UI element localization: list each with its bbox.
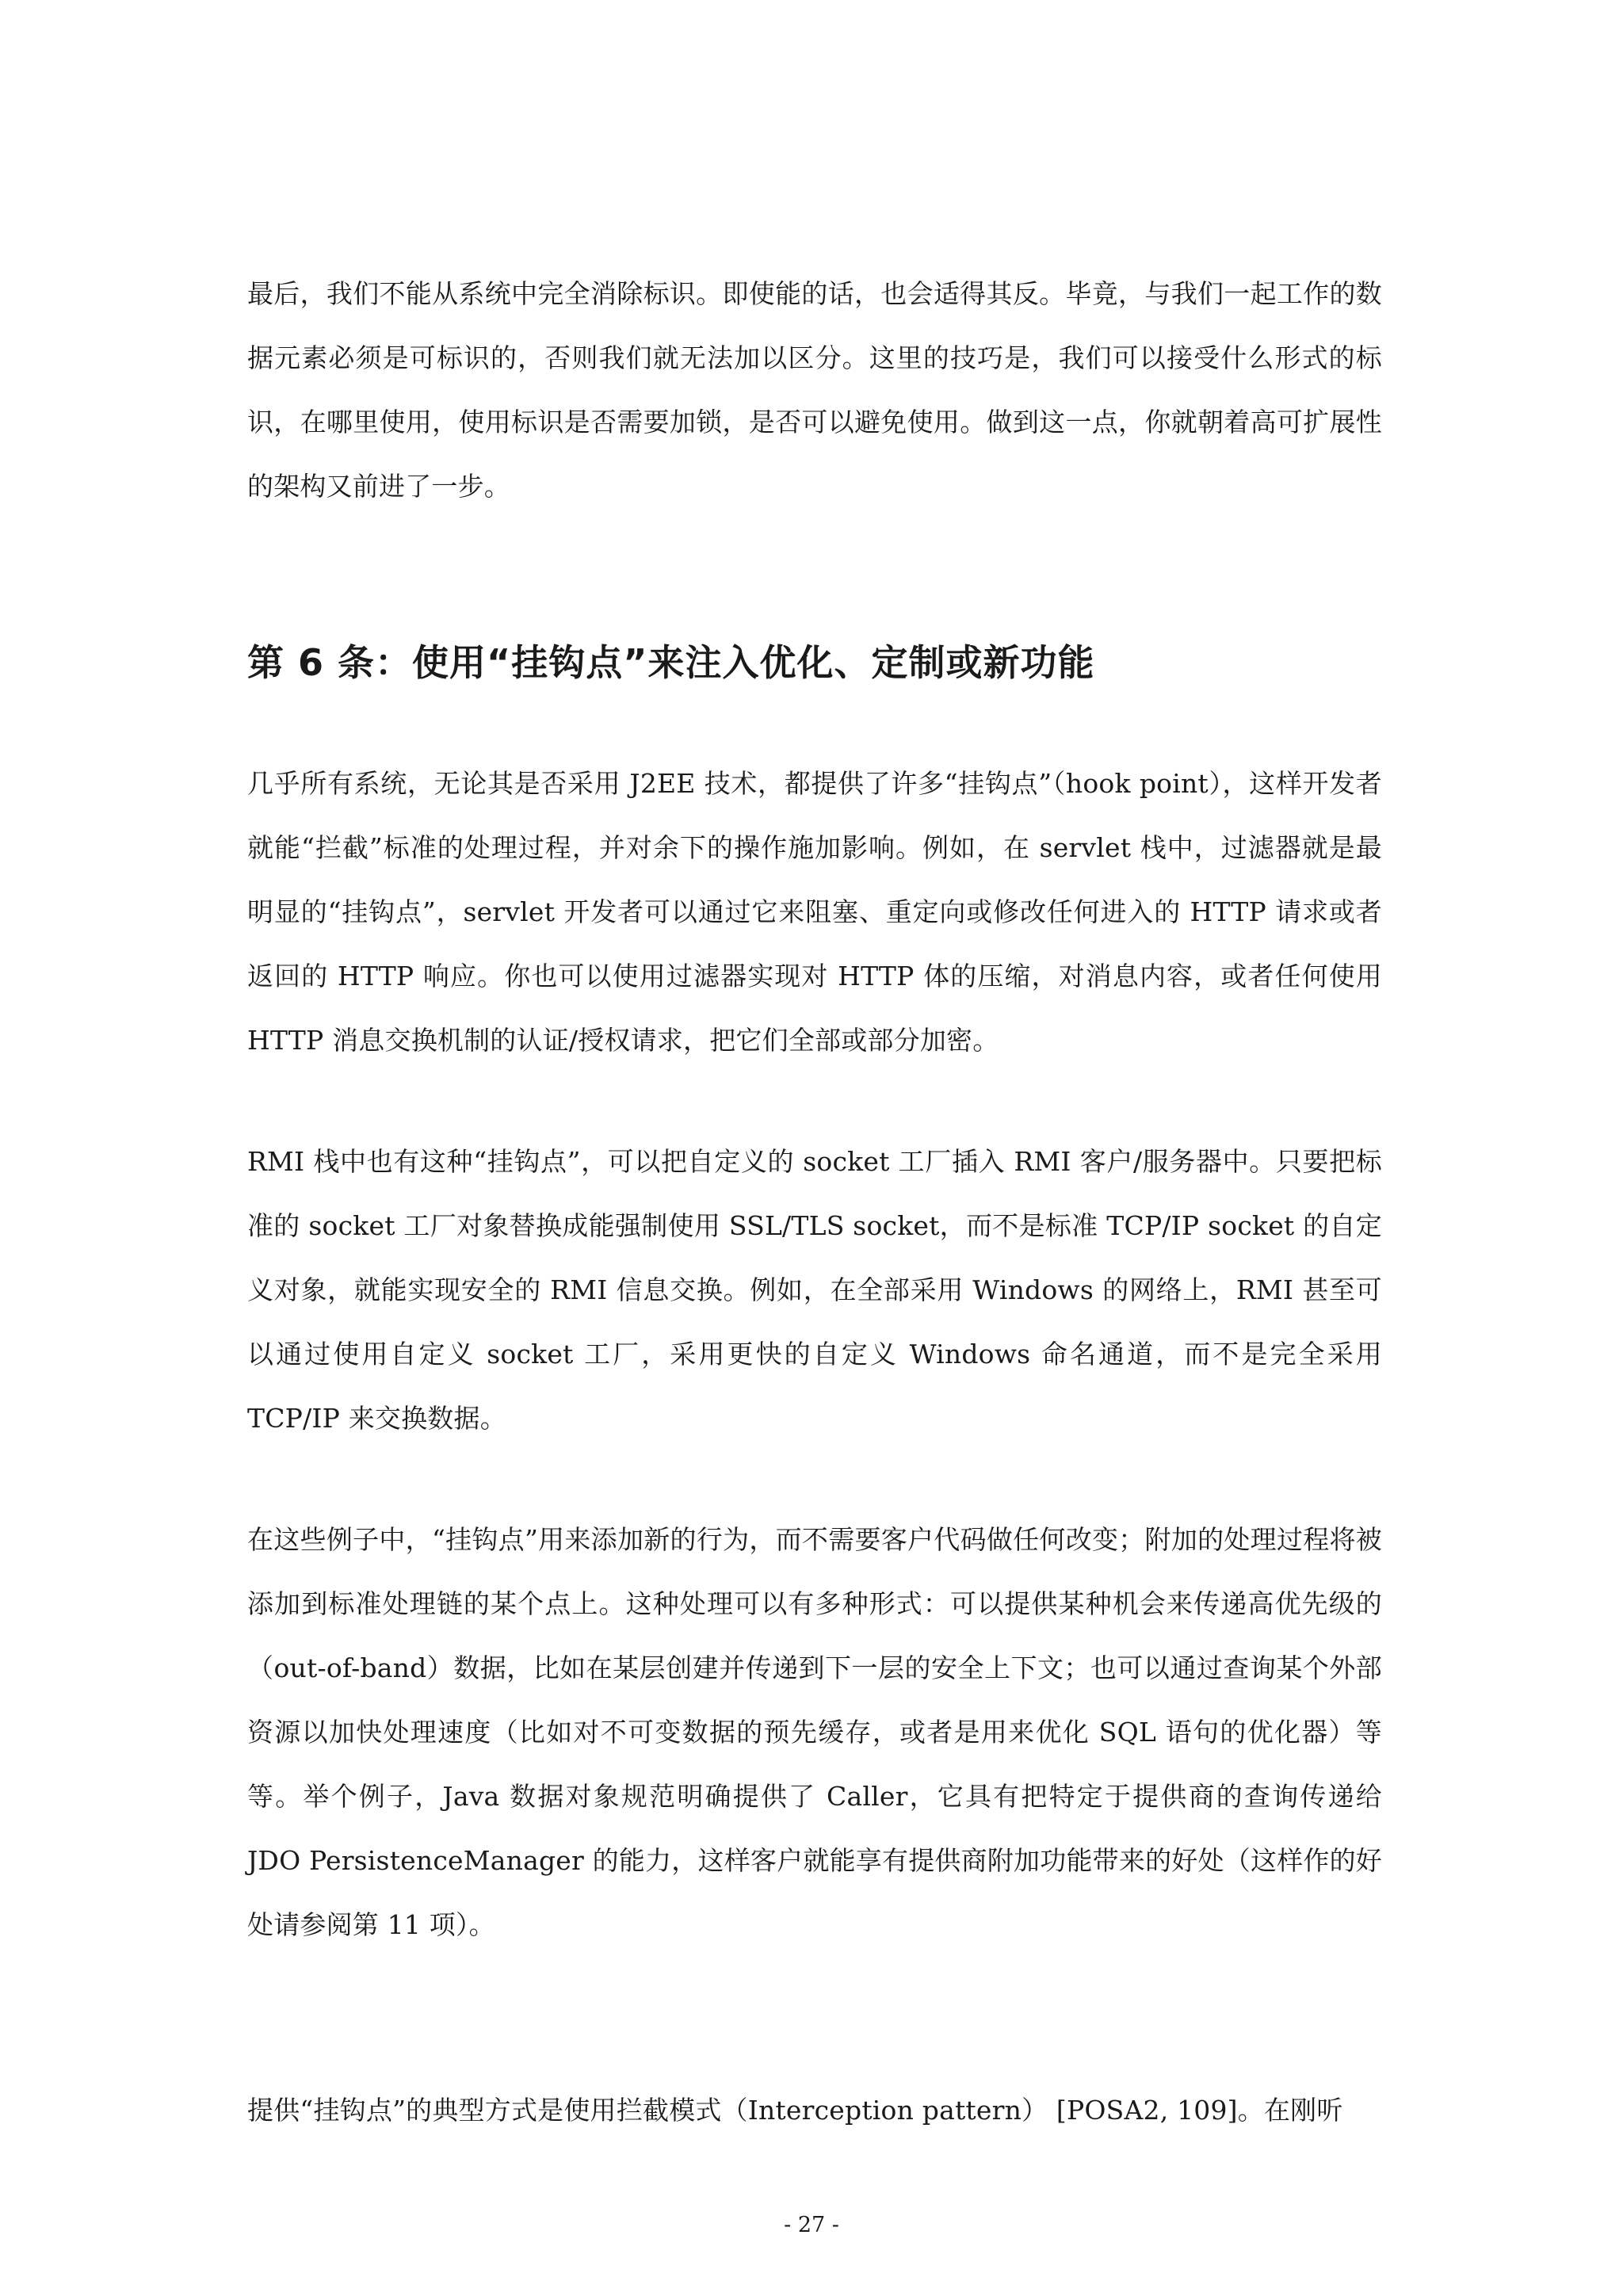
page-number: - 27 -: [784, 2213, 839, 2237]
paragraph-interception-pattern: 提供“挂钩点”的典型方式是使用拦截模式（Interception pattern） [POSA2, 109]。在刚听: [247, 2095, 1343, 2126]
paragraph-examples: 在这些例子中，“挂钩点”用来添加新的行为，而不需要客户代码做任何改变；附加的处理过程将被添加到标准处理链的某个点上。这种处理可以有多种形式：可以提供某种机会来传递高优先级的（out-of-band）数据，比如在某层创建并传递到下一层的安全上下文；也可以通过查询某个外部资源以加快处理速度（比如对不可变数据的预先缓存，或者是用来优化 SQL 语句的优化器）等等。举个例子，Java 数据对象规范明确提供了 Caller，它具有把特定于提供商的查询传递给 JDO PersistenceManager 的能力，这样客户就能享有提供商附加功能带来的好处（这样作的好处请参阅第 11 项）。: [247, 1524, 1382, 1940]
paragraph-hook-points-servlet: 几乎所有系统，无论其是否采用 J2EE 技术，都提供了许多“挂钩点”（hook point），这样开发者就能“拦截”标准的处理过程，并对余下的操作施加影响。例如，在 servlet 栈中，过滤器就是最明显的“挂钩点”，servlet 开发者可以通过它来阻塞、重定向或修改任何进入的 HTTP 请求或者返回的 HTTP 响应。你也可以使用过滤器实现对 HTTP 体的压缩，对消息内容，或者任何使用 HTTP 消息交换机制的认证/授权请求，把它们全部或部分加密。: [247, 768, 1382, 1056]
section-heading: 第 6 条：使用“挂钩点”来注入优化、定制或新功能: [247, 641, 1095, 684]
paragraph-identity: 最后，我们不能从系统中完全消除标识。即使能的话，也会适得其反。毕竟，与我们一起工作的数据元素必须是可标识的，否则我们就无法加以区分。这里的技巧是，我们可以接受什么形式的标识，在哪里使用，使用标识是否需要加锁，是否可以避免使用。做到这一点，你就朝着高可扩展性的架构又前进了一步。: [247, 278, 1382, 502]
paragraph-rmi-socket: RMI 栈中也有这种“挂钩点”，可以把自定义的 socket 工厂插入 RMI 客户/服务器中。只要把标准的 socket 工厂对象替换成能强制使用 SSL/TLS socket，而不是标准 TCP/IP socket 的自定义对象，就能实现安全的 RMI 信息交换。例如，在全部采用 Windows 的网络上，RMI 甚至可以通过使用自定义 socket 工厂，采用更快的自定义 Windows 命名通道，而不是完全采用 TCP/IP 来交换数据。: [247, 1146, 1382, 1434]
